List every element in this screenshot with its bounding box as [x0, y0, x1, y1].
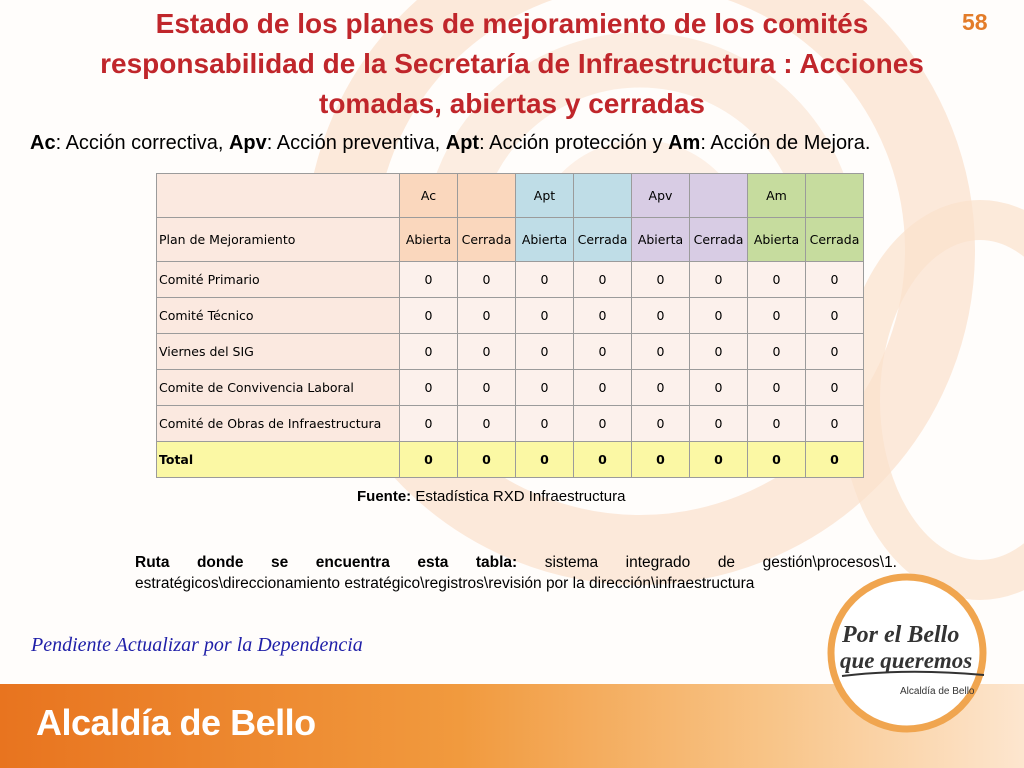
table-cell: 0: [574, 406, 632, 442]
table-cell: 0: [806, 262, 864, 298]
slide-title: [60, 4, 964, 124]
subheader-cell: Abierta: [748, 218, 806, 262]
total-cell: 0: [806, 442, 864, 478]
table-cell: 0: [400, 370, 458, 406]
subheader-cell: Abierta: [516, 218, 574, 262]
source-text: Estadística RXD Infraestructura: [411, 488, 626, 505]
route-label: Ruta donde se encuentra esta tabla:: [135, 554, 518, 571]
row-name: Comité Primario: [157, 262, 400, 298]
table-cell: 0: [690, 298, 748, 334]
legend-am-text: : Acción de Mejora.: [700, 132, 871, 154]
footer-brand: Alcaldía de Bello: [36, 702, 316, 743]
table-cell: 0: [806, 406, 864, 442]
logo-line1: Por el Bello: [842, 622, 960, 648]
subheader-cell: Abierta: [400, 218, 458, 262]
improvement-plan-table: [156, 173, 864, 478]
table-cell: 0: [516, 334, 574, 370]
table-cell: 0: [632, 334, 690, 370]
table-cell: 0: [806, 334, 864, 370]
table-cell: 0: [458, 334, 516, 370]
total-label: Total: [157, 442, 400, 478]
row-name: Comité Técnico: [157, 298, 400, 334]
row-header-label: Plan de Mejoramiento: [157, 218, 400, 262]
title-line: tomadas, abiertas y cerradas: [319, 88, 705, 119]
subheader-cell: Cerrada: [690, 218, 748, 262]
group-header-am: Am: [748, 174, 806, 218]
table-cell: 0: [632, 406, 690, 442]
table-cell: 0: [574, 370, 632, 406]
table-cell: 0: [748, 262, 806, 298]
table-cell: 0: [458, 298, 516, 334]
group-header-ac: Ac: [400, 174, 458, 218]
table-cell: 0: [632, 370, 690, 406]
table-row: [157, 370, 864, 406]
group-header-apv: Apv: [632, 174, 690, 218]
table-cell: 0: [690, 370, 748, 406]
table-cell: 0: [632, 262, 690, 298]
table-row: [157, 406, 864, 442]
pending-update-note: Pendiente Actualizar por la Dependencia: [31, 634, 363, 656]
subheader-cell: Cerrada: [574, 218, 632, 262]
page-number: 58: [962, 9, 988, 35]
source-label: Fuente:: [357, 488, 412, 505]
table-cell: 0: [400, 262, 458, 298]
table-row: [157, 262, 864, 298]
table-cell: 0: [516, 262, 574, 298]
group-header-spacer: [806, 174, 864, 218]
table-cell: 0: [516, 370, 574, 406]
row-name: Viernes del SIG: [157, 334, 400, 370]
table-cell: 0: [458, 370, 516, 406]
total-cell: 0: [400, 442, 458, 478]
subheader-cell: Cerrada: [458, 218, 516, 262]
total-cell: 0: [458, 442, 516, 478]
logo-subtitle: Alcaldía de Bello: [900, 686, 975, 697]
table-cell: 0: [574, 262, 632, 298]
table-cell: 0: [690, 334, 748, 370]
total-row: [157, 442, 864, 478]
table-cell: 0: [516, 406, 574, 442]
table-cell: 0: [748, 298, 806, 334]
logo-line2: que queremos: [840, 648, 973, 673]
table-cell: 0: [748, 370, 806, 406]
legend-am-abbr: Am: [668, 132, 701, 154]
table-subheader-row: [157, 218, 864, 262]
table-cell: 0: [400, 406, 458, 442]
total-cell: 0: [516, 442, 574, 478]
route-text: sistema integrado de gestión\procesos\1. estratégicos\direccionamiento estratégico\registros\revisión por la dirección\infraestructura: [135, 554, 897, 592]
table-row: [157, 334, 864, 370]
table-row: [157, 298, 864, 334]
table-cell: 0: [690, 406, 748, 442]
group-header-apt: Apt: [516, 174, 574, 218]
group-header-spacer: [690, 174, 748, 218]
table-cell: 0: [632, 298, 690, 334]
table-cell: 0: [458, 406, 516, 442]
group-header-spacer: [458, 174, 516, 218]
table-cell: 0: [690, 262, 748, 298]
subheader-cell: Cerrada: [806, 218, 864, 262]
por-el-bello-logo: [812, 572, 1002, 734]
legend-ac-text: : Acción correctiva,: [55, 132, 229, 154]
legend-apv-text: : Acción preventiva,: [266, 132, 446, 154]
legend-ac-abbr: Ac: [30, 132, 56, 154]
table-cell: 0: [748, 406, 806, 442]
subheader-cell: Abierta: [632, 218, 690, 262]
table-cell: 0: [400, 334, 458, 370]
empty-corner-cell: [157, 174, 400, 218]
total-cell: 0: [632, 442, 690, 478]
table-cell: 0: [516, 298, 574, 334]
table-cell: 0: [458, 262, 516, 298]
table-group-header-row: [157, 174, 864, 218]
legend-apt-text: : Acción protección y: [479, 132, 669, 154]
table-cell: 0: [400, 298, 458, 334]
total-cell: 0: [748, 442, 806, 478]
total-cell: 0: [690, 442, 748, 478]
table-cell: 0: [806, 298, 864, 334]
table-route: [135, 552, 897, 594]
table-source: [357, 488, 625, 505]
title-line: responsabilidad de la Secretaría de Infraestructura : Acciones: [100, 48, 924, 79]
total-cell: 0: [574, 442, 632, 478]
table-cell: 0: [806, 370, 864, 406]
table-cell: 0: [574, 298, 632, 334]
group-header-spacer: [574, 174, 632, 218]
legend-apv-abbr: Apv: [228, 132, 267, 154]
title-line: Estado de los planes de mejoramiento de los comités: [155, 8, 869, 39]
table-cell: 0: [574, 334, 632, 370]
table-cell: 0: [748, 334, 806, 370]
abbreviation-legend: [30, 132, 1010, 155]
row-name: Comite de Convivencia Laboral: [157, 370, 400, 406]
row-name: Comité de Obras de Infraestructura: [157, 406, 400, 442]
legend-apt-abbr: Apt: [445, 132, 480, 154]
